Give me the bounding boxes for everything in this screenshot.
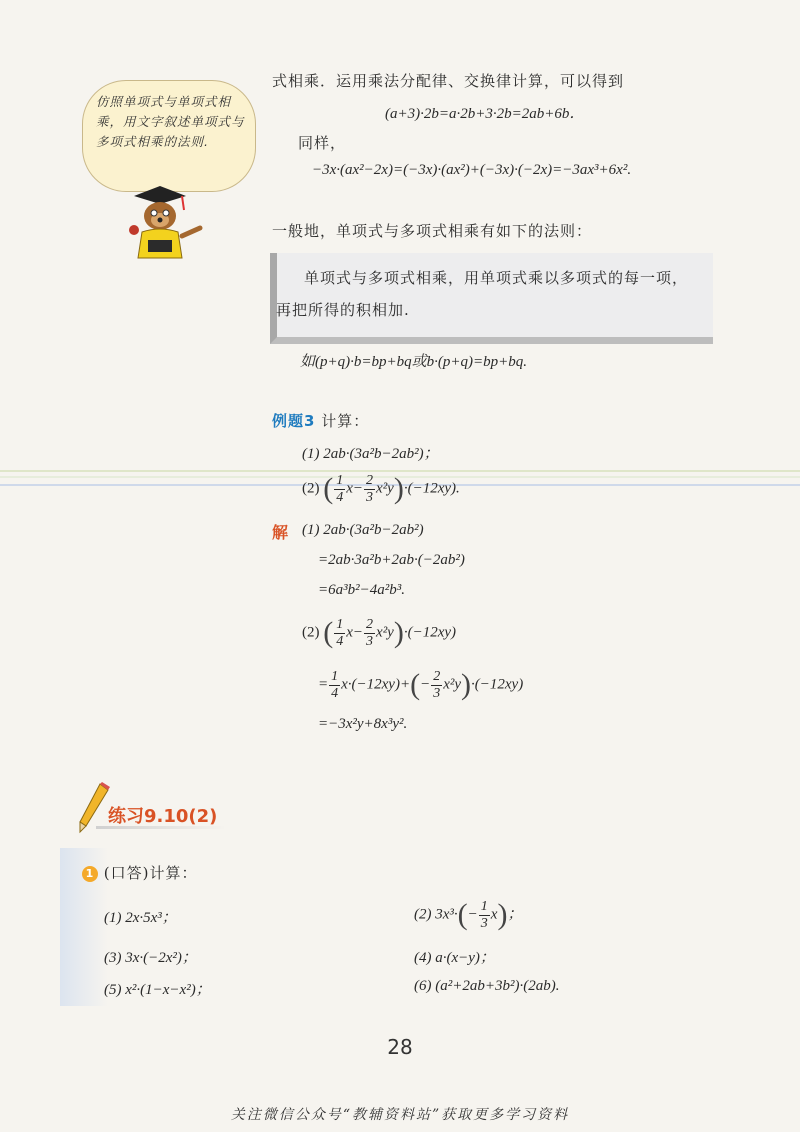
exercise-question bbox=[82, 862, 198, 883]
minus: − bbox=[467, 906, 478, 923]
similarly-text: 同样， bbox=[298, 134, 347, 152]
equation-2: −3x·(ax²−2x)=(−3x)·(ax²)+(−3x)·(−2x)=−3ax³+6x². bbox=[312, 162, 632, 178]
term: x²y bbox=[376, 624, 394, 641]
solution-2-line-3: =−3x²y+8x³y². bbox=[318, 716, 408, 732]
fraction bbox=[334, 473, 345, 506]
solution-2-line-2 bbox=[318, 668, 523, 702]
fraction bbox=[334, 617, 345, 650]
solution-2-line-1 bbox=[302, 616, 456, 650]
fraction bbox=[479, 899, 490, 932]
exercise-item-5: (5) x²·(1−x−x²)； bbox=[104, 982, 211, 998]
term: x− bbox=[346, 480, 364, 497]
example-part-2 bbox=[302, 472, 460, 506]
fraction-denominator: 3 bbox=[366, 633, 374, 649]
fraction-denominator: 4 bbox=[336, 489, 344, 505]
rule-line-2: 再把所得的积相加. bbox=[276, 301, 410, 319]
part-label: (2) bbox=[302, 624, 320, 641]
term: ； bbox=[507, 906, 523, 923]
term: x·(−12xy)+ bbox=[341, 676, 411, 693]
fraction-numerator: 2 bbox=[366, 472, 374, 488]
fraction bbox=[329, 669, 340, 702]
minus: − bbox=[420, 676, 431, 693]
term: x bbox=[490, 906, 498, 923]
exercise-item-2 bbox=[414, 898, 522, 932]
footer-watermark: 关注微信公众号“教辅资料站”获取更多学习资料 bbox=[230, 1107, 570, 1123]
exercise-item-3: (3) 3x·(−2x²)； bbox=[104, 950, 197, 966]
rule-example: 如(p+q)·b=bp+bq或b·(p+q)=bp+bq. bbox=[300, 354, 527, 370]
part-label: (2) bbox=[302, 480, 320, 497]
rule-text bbox=[276, 262, 704, 326]
fraction-numerator: 2 bbox=[366, 616, 374, 632]
term: x²y bbox=[376, 480, 394, 497]
term: (2) 3x³· bbox=[414, 906, 458, 923]
exercise-item-4: (4) a·(x−y)； bbox=[414, 950, 495, 966]
fraction-denominator: 4 bbox=[336, 633, 344, 649]
paren-close: ) bbox=[461, 668, 472, 701]
paren-open: ( bbox=[323, 472, 334, 505]
question-number-badge: 1 bbox=[82, 866, 98, 882]
example-label: 例题3 bbox=[272, 412, 316, 430]
solution-1-line-1: (1) 2ab·(3a²b−2ab²) bbox=[302, 522, 424, 538]
solution-1-line-2: =2ab·3a²b+2ab·(−2ab²) bbox=[318, 552, 465, 568]
fraction bbox=[364, 473, 375, 506]
fraction-denominator: 3 bbox=[480, 915, 488, 931]
exercise-title: 练习9.10(2) bbox=[108, 806, 218, 827]
term: x²y bbox=[443, 676, 462, 693]
fraction-numerator: 1 bbox=[336, 472, 344, 488]
example-heading bbox=[272, 410, 369, 431]
term: x− bbox=[346, 624, 364, 641]
general-rule-intro: 一般地，单项式与多项式相乘有如下的法则： bbox=[272, 222, 593, 240]
mascot-teacher-icon bbox=[120, 182, 210, 262]
fraction-denominator: 3 bbox=[433, 685, 441, 701]
bubble-text: 仿照单项式与单项式相乘，用文字叙述单项式与多项式相乘的法则. bbox=[96, 94, 245, 149]
fraction bbox=[431, 669, 442, 702]
fraction-numerator: 2 bbox=[433, 668, 441, 684]
term: ·(−12xy) bbox=[403, 624, 457, 641]
page-number: 28 bbox=[387, 1035, 413, 1059]
fraction-numerator: 1 bbox=[331, 668, 339, 684]
example-part-1: (1) 2ab·(3a²b−2ab²)； bbox=[302, 446, 439, 462]
rule-line-1: 单项式与多项式相乘，用单项式乘以多项式的每一项， bbox=[304, 269, 689, 287]
equals: = bbox=[318, 676, 329, 693]
term: ·(−12xy). bbox=[403, 480, 460, 497]
exercise-item-6: (6) (a²+2ab+3b²)·(2ab). bbox=[414, 978, 560, 994]
paren-open: ( bbox=[457, 898, 468, 931]
solution-label: 解 bbox=[272, 523, 289, 542]
paren-close: ) bbox=[393, 472, 404, 505]
paren-open: ( bbox=[410, 668, 421, 701]
fraction-numerator: 1 bbox=[480, 898, 488, 914]
fraction bbox=[364, 617, 375, 650]
fraction-denominator: 3 bbox=[366, 489, 374, 505]
term: ·(−12xy) bbox=[471, 676, 524, 693]
paren-open: ( bbox=[323, 616, 334, 649]
exercise-item-1: (1) 2x·5x³； bbox=[104, 910, 177, 926]
paren-close: ) bbox=[393, 616, 404, 649]
fraction-numerator: 1 bbox=[336, 616, 344, 632]
equation-1: (a+3)·2b=a·2b+3·2b=2ab+6b． bbox=[385, 106, 585, 122]
question-text: (口答)计算： bbox=[103, 864, 198, 882]
intro-line: 式相乘．运用乘法分配律、交换律计算，可以得到 bbox=[272, 72, 625, 90]
fraction-denominator: 4 bbox=[331, 685, 339, 701]
example-task: 计算： bbox=[321, 412, 370, 430]
solution-1-line-3: =6a³b²−4a²b³. bbox=[318, 582, 405, 598]
paren-close: ) bbox=[497, 898, 508, 931]
